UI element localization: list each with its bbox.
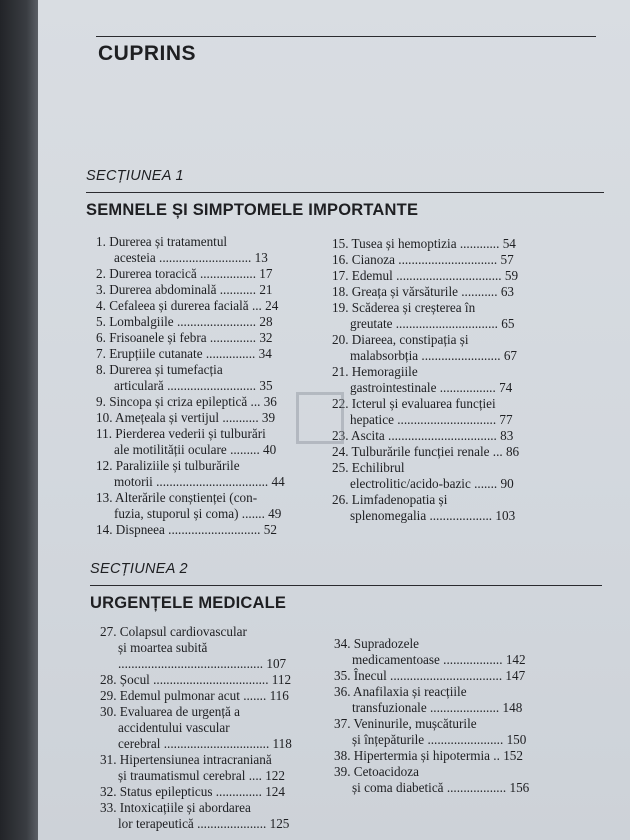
toc-entry-line: acesteia ............................ 13 (114, 250, 268, 265)
toc-entry-line: 1. Durerea și tratamentul (96, 234, 228, 249)
toc-entry (332, 444, 519, 460)
toc-entry (96, 282, 273, 298)
toc-entry-line: 36. Anafilaxia și reacțiile (334, 684, 467, 699)
toc-entry-line: 13. Alterările conștienței (con- (96, 490, 258, 505)
section-2-label: SECȚIUNEA 2 (90, 561, 188, 577)
toc-entry-line: 2. Durerea toracică ................. 17 (96, 266, 273, 281)
toc-entry (100, 624, 286, 672)
toc-entry-line: 17. Edemul ................................ 59 (332, 268, 519, 283)
toc-entry (334, 764, 529, 796)
title-rule (96, 36, 596, 37)
book-spine-shadow (0, 0, 38, 840)
toc-entry-line: 4. Cefaleea și durerea facială ... 24 (96, 298, 279, 313)
toc-entry-line: cerebral ................................ 118 (118, 736, 292, 751)
toc-entry-line: 21. Hemoragiile (332, 364, 418, 379)
toc-entry-line: 26. Limfadenopatia și (332, 492, 448, 507)
section-2-rule (90, 585, 602, 586)
page-title: CUPRINS (98, 42, 197, 65)
toc-entry (334, 748, 523, 764)
toc-entry (332, 332, 517, 364)
toc-entry-line: motorii .................................. 44 (114, 474, 285, 489)
toc-entry (100, 800, 289, 832)
toc-entry (332, 300, 514, 332)
toc-entry (332, 268, 518, 284)
toc-entry (334, 684, 522, 716)
toc-entry-line: 38. Hipertermia și hipotermia .. 152 (334, 748, 523, 763)
toc-entry-line: fuzia, stuporul și coma) ....... 49 (114, 506, 282, 521)
toc-entry-line: 16. Cianoza .............................. 57 (332, 252, 514, 267)
toc-entry-line: 20. Diareea, constipația și (332, 332, 469, 347)
section-1-label: SECȚIUNEA 1 (86, 168, 184, 184)
toc-entry (100, 784, 285, 800)
toc-entry-line: 19. Scăderea și creșterea în (332, 300, 476, 315)
toc-entry-line: articulară ........................... 35 (114, 378, 273, 393)
toc-entry-line: transfuzionale ..................... 148 (352, 700, 523, 715)
toc-entry (332, 428, 513, 444)
toc-entry-line: splenomegalia ................... 103 (350, 508, 516, 523)
toc-entry (334, 716, 526, 748)
toc-entry-line: 31. Hipertensiunea intracraniană (100, 752, 272, 767)
toc-entry-line: accidentului vascular (118, 720, 230, 735)
toc-entry-line: 28. Șocul ................................... 112 (100, 672, 292, 687)
toc-entry-line: 14. Dispneea ............................ 52 (96, 522, 277, 537)
toc-entry (100, 672, 291, 688)
toc-entry-line: 34. Supradozele (334, 636, 419, 651)
toc-entry (332, 364, 512, 396)
toc-entry (334, 668, 525, 684)
toc-entry-line: 18. Greața și vărsăturile ........... 63 (332, 284, 515, 299)
toc-entry (332, 236, 516, 252)
toc-entry-line: 37. Veninurile, mușcăturile (334, 716, 477, 731)
toc-entry (96, 330, 273, 346)
toc-entry (100, 704, 292, 752)
section-1-rule (86, 192, 604, 193)
toc-entry-line: 5. Lombalgiile ........................ 28 (96, 314, 273, 329)
section-1-heading: SEMNELE ȘI SIMPTOMELE IMPORTANTE (86, 201, 419, 219)
toc-entry-line: 7. Erupțiile cutanate ............... 34 (96, 346, 272, 361)
toc-entry-line: 30. Evaluarea de urgență a (100, 704, 240, 719)
toc-entry-line: 27. Colapsul cardiovascular (100, 624, 247, 639)
toc-entry-line: și traumatismul cerebral .... 122 (118, 768, 285, 783)
toc-entry-line: 23. Ascita ................................. 83 (332, 428, 514, 443)
toc-entry (96, 458, 285, 490)
toc-entry-line: malabsorbția ........................ 67 (350, 348, 518, 363)
toc-entry-line: și moartea subită (118, 640, 208, 655)
toc-entry-line: lor terapeutică ..................... 125 (118, 816, 290, 831)
toc-entry (332, 492, 515, 524)
toc-entry (96, 314, 273, 330)
toc-entry (334, 636, 526, 668)
toc-entry-line: greutate ............................... 65 (350, 316, 515, 331)
toc-entry (332, 252, 514, 268)
toc-entry-line: 3. Durerea abdominală ........... 21 (96, 282, 273, 297)
toc-entry (332, 284, 514, 300)
toc-entry-line: medicamentoase .................. 142 (352, 652, 526, 667)
toc-entry (332, 460, 514, 492)
toc-entry (96, 266, 273, 282)
toc-entry-line: 15. Tusea și hemoptizia ............ 54 (332, 236, 516, 251)
toc-entry (96, 346, 272, 362)
book-page (38, 0, 630, 840)
toc-entry-line: 8. Durerea și tumefacția (96, 362, 223, 377)
toc-entry-line: 6. Frisoanele și febra .............. 32 (96, 330, 273, 345)
toc-entry (96, 362, 273, 394)
toc-entry (96, 490, 281, 522)
toc-entry (96, 234, 268, 266)
toc-entry (96, 410, 275, 426)
toc-entry-line: 9. Sincopa și criza epileptică ... 36 (96, 394, 277, 409)
toc-entry-line: 25. Echilibrul (332, 460, 405, 475)
toc-entry-line: 22. Icterul și evaluarea funcției (332, 396, 496, 411)
toc-entry-line: ale motilității oculare ......... 40 (114, 442, 277, 457)
section-2-heading: URGENȚELE MEDICALE (90, 594, 287, 612)
toc-entry-line: gastrointestinale ................. 74 (350, 380, 513, 395)
toc-entry-line: 24. Tulburările funcției renale ... 86 (332, 444, 520, 459)
toc-entry-line: 39. Cetoacidoza (334, 764, 419, 779)
toc-entry (96, 522, 277, 538)
toc-entry-line: 12. Paraliziile și tulburările (96, 458, 240, 473)
toc-entry-line: 33. Intoxicațiile și abordarea (100, 800, 251, 815)
toc-entry (96, 426, 276, 458)
toc-entry (332, 396, 513, 428)
toc-entry-line: și coma diabetică .................. 156 (352, 780, 530, 795)
toc-entry-line: 32. Status epilepticus .............. 124 (100, 784, 285, 799)
toc-entry-line: și înțepăturile ....................... 150 (352, 732, 527, 747)
toc-entry (96, 298, 278, 314)
toc-entry-line: 11. Pierderea vederii și tulburări (96, 426, 266, 441)
toc-entry-line: electrolitic/acido-bazic ....... 90 (350, 476, 514, 491)
watermark-logo (296, 392, 344, 444)
toc-entry-line: 29. Edemul pulmonar acut ....... 116 (100, 688, 289, 703)
toc-entry (100, 752, 285, 784)
toc-entry-line: hepatice .............................. 77 (350, 412, 513, 427)
toc-entry-line: 10. Amețeala și vertijul ........... 39 (96, 410, 276, 425)
toc-entry (100, 688, 289, 704)
toc-entry (96, 394, 277, 410)
toc-entry-line: 35. Înecul .................................. 147 (334, 668, 526, 683)
toc-entry-line: ............................................ 107 (118, 656, 287, 671)
